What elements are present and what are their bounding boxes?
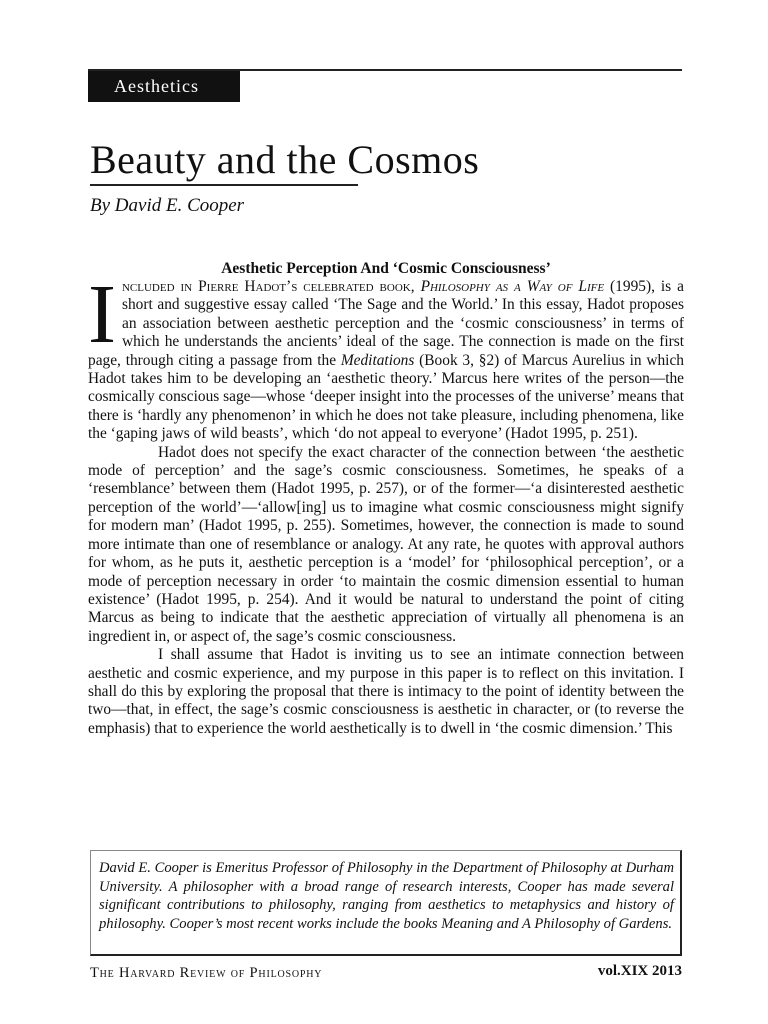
author-bio: David E. Cooper is Emeritus Professor of Philosophy in the Department of Philosophy at Durham University. A philosopher with a broad range of research interests, Cooper has made several significant contributions to philosophy, ranging from aesthetics to metaphysics and history of philosophy. Cooper’s most recent works include the books Meaning and A Philosophy of Gardens.: [99, 860, 674, 932]
volume-info: vol.XIX 2013: [597, 963, 682, 979]
section-label: Aesthetics: [88, 71, 240, 102]
journal-name: The Harvard Review of Philosophy: [90, 965, 323, 981]
paragraph-1-text-b: (Book 3, §2) of Marcus Aurelius in which Hadot takes him to be developing an ‘aesthetic theory.’ Marcus here writes of the person—the cosmically conscious sage—whose ‘deeper insight into the processes of the universe’ means that there is ‘hardly any phenomenon’ in which he does not take pleasure, including phenomena, like the ‘gaping jaws of wild beasts’, which ‘do not appeal to everyone’ (Hadot 1995, p. 251).: [88, 351, 684, 443]
paragraph-3: I shall assume that Hadot is inviting us to see an intimate connection between aesthetic and cosmic experience, and my purpose in this paper is to reflect on this invitation. I shall do this by exploring the proposal that there is intimacy to the point of identity between the two—that, in effect, the sage’s cosmic consciousness is aesthetic in character, or (to reverse the emphasis) that to experience the world aesthetically is to dwell in ‘the cosmic dimension.’ This: [88, 646, 684, 737]
meditations-title: Meditations: [340, 351, 415, 369]
book-title: Philosophy as a Way of Life: [420, 278, 605, 295]
section-heading: Aesthetic Perception And ‘Cosmic Consciousness’: [221, 260, 551, 277]
paragraph-2: Hadot does not specify the exact character of the connection between ‘the aesthetic mode of perception’ and the sage’s cosmic consciousness. Sometimes, he speaks of a ‘resemblance’ between them (Hadot 1995, p. 257), or of the former—‘a disinterested aesthetic perception of the world’—‘allow[ing] us to imagine what cosmic consciousness might signify for modern man’ (Hadot 1995, p. 255). Sometimes, however, the connection is made to sound more intimate than one of resemblance or analogy. At any rate, he quotes with approval authors for whom, as he puts it, aesthetic perception is a ‘model’ for ‘philosophical perception’, or a mode of perception necessary in order ‘to maintain the cosmic dimension essential to human existence’ (Hadot 1995, p. 254). And it would be natural to understand the point of citing Marcus as being to indicate that the aesthetic appreciation of virtually all phenomena is an ingredient in, or aspect of, the sage’s cosmic consciousness.: [88, 443, 684, 645]
paragraph-1-text-a: (1995), is a short and suggestive essay called ‘The Sage and the World.’ In this essay, Hadot proposes an association between aesthetic perception and the ‘cosmic consciousness’ in terms of which he understands the ancients’ ideal of the sage. The connection is made on the first page, through citing a passage from the: [88, 278, 684, 369]
smallcaps-lead: ncluded in Pierre Hadot’s celebrated book,: [121, 278, 415, 295]
title-rule: [90, 184, 358, 186]
byline: By David E. Cooper: [90, 195, 245, 216]
article-title: Beauty and the Cosmos: [90, 137, 480, 182]
author-bio-box: [90, 850, 682, 956]
drop-cap: I: [88, 268, 116, 361]
